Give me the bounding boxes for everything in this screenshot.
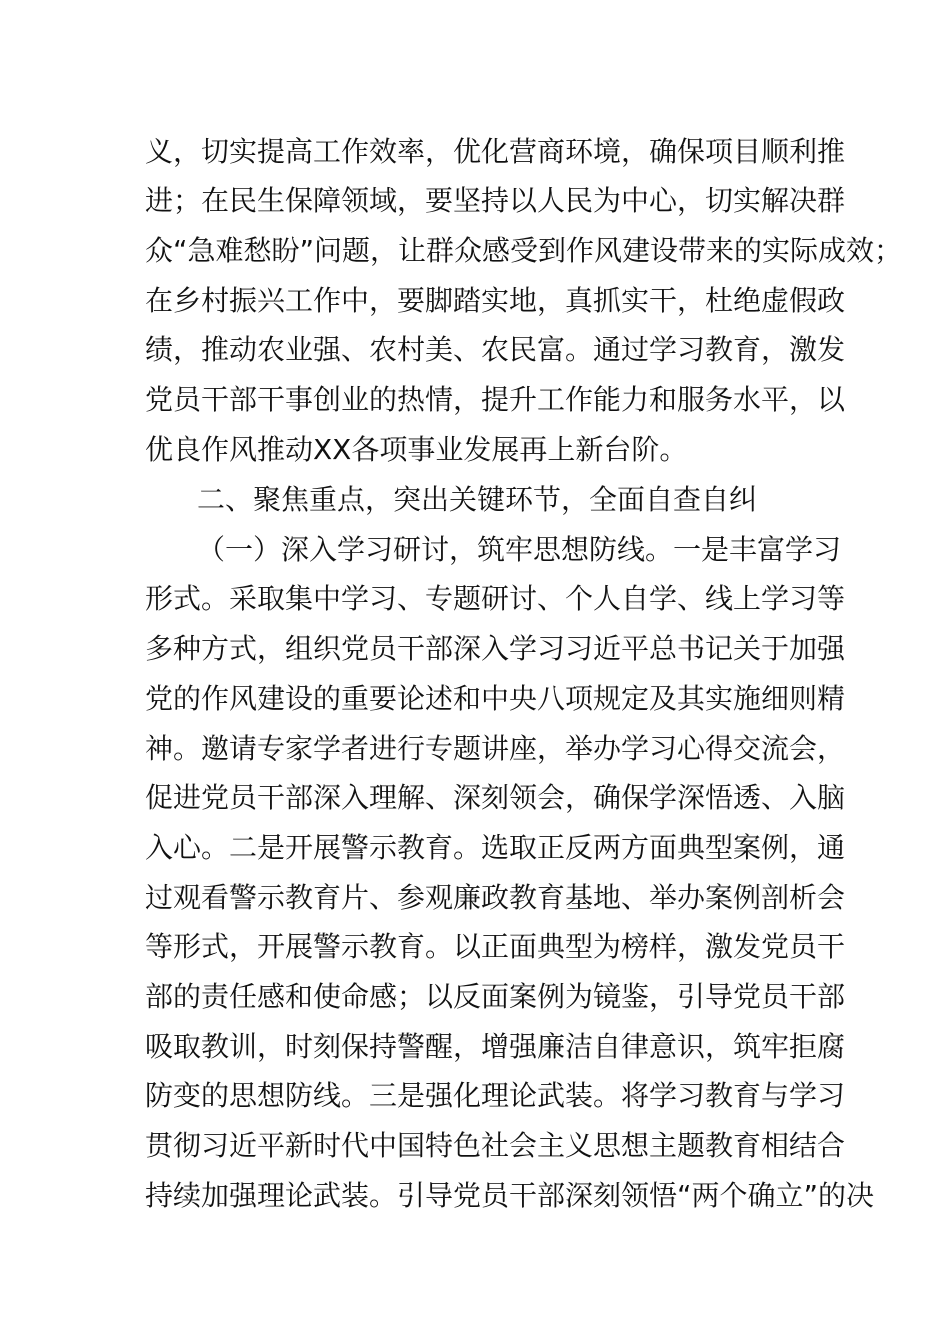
- body-text-line: 入心。二是开展警示教育。选取正反两方面典型案例，通: [145, 831, 846, 864]
- body-text-line: 过观看警示教育片、参观廉政教育基地、举办案例剖析会: [145, 881, 846, 914]
- body-text-line: 绩，推动农业强、农村美、农民富。通过学习教育，激发: [145, 333, 846, 366]
- section-heading: 二、聚焦重点，突出关键环节，全面自查自纠: [197, 483, 758, 516]
- body-text-line: 进；在民生保障领域，要坚持以人民为中心，切实解决群: [145, 184, 846, 217]
- body-text-line: 众“急难愁盼”问题，让群众感受到作风建设带来的实际成效；: [145, 234, 903, 267]
- body-text-line: 贯彻习近平新时代中国特色社会主义思想主题教育相结合: [145, 1129, 846, 1162]
- body-text-line: 党员干部干事创业的热情，提升工作能力和服务水平，以: [145, 383, 846, 416]
- body-text-line: 持续加强理论武装。引导党员干部深刻领悟“两个确立”的决: [145, 1179, 875, 1212]
- body-text-line: 促进党员干部深入理解、深刻领会，确保学深悟透、入脑: [145, 781, 846, 814]
- body-text-line: 多种方式，组织党员干部深入学习习近平总书记关于加强: [145, 632, 846, 665]
- body-text-line: 等形式，开展警示教育。以正面典型为榜样，激发党员干: [145, 930, 846, 963]
- body-text-line: 党的作风建设的重要论述和中央八项规定及其实施细则精: [145, 682, 846, 715]
- body-text-line: 防变的思想防线。三是强化理论武装。将学习教育与学习: [145, 1079, 846, 1112]
- body-text-line: 义，切实提高工作效率，优化营商环境，确保项目顺利推: [145, 135, 846, 168]
- body-text-line: 优良作风推动XX各项事业发展再上新台阶。: [145, 433, 688, 466]
- body-text-line: 部的责任感和使命感；以反面案例为镜鉴，引导党员干部: [145, 980, 846, 1013]
- body-text-line: 吸取教训，时刻保持警醒，增强廉洁自律意识，筑牢拒腐: [145, 1030, 846, 1063]
- body-text-line: 神。邀请专家学者进行专题讲座，举办学习心得交流会，: [145, 732, 846, 765]
- body-text-line: 形式。采取集中学习、专题研讨、个人自学、线上学习等: [145, 582, 846, 615]
- subsection-heading-line: （一）深入学习研讨，筑牢思想防线。一是丰富学习: [197, 533, 842, 566]
- body-text-line: 在乡村振兴工作中，要脚踏实地，真抓实干，杜绝虚假政: [145, 284, 846, 317]
